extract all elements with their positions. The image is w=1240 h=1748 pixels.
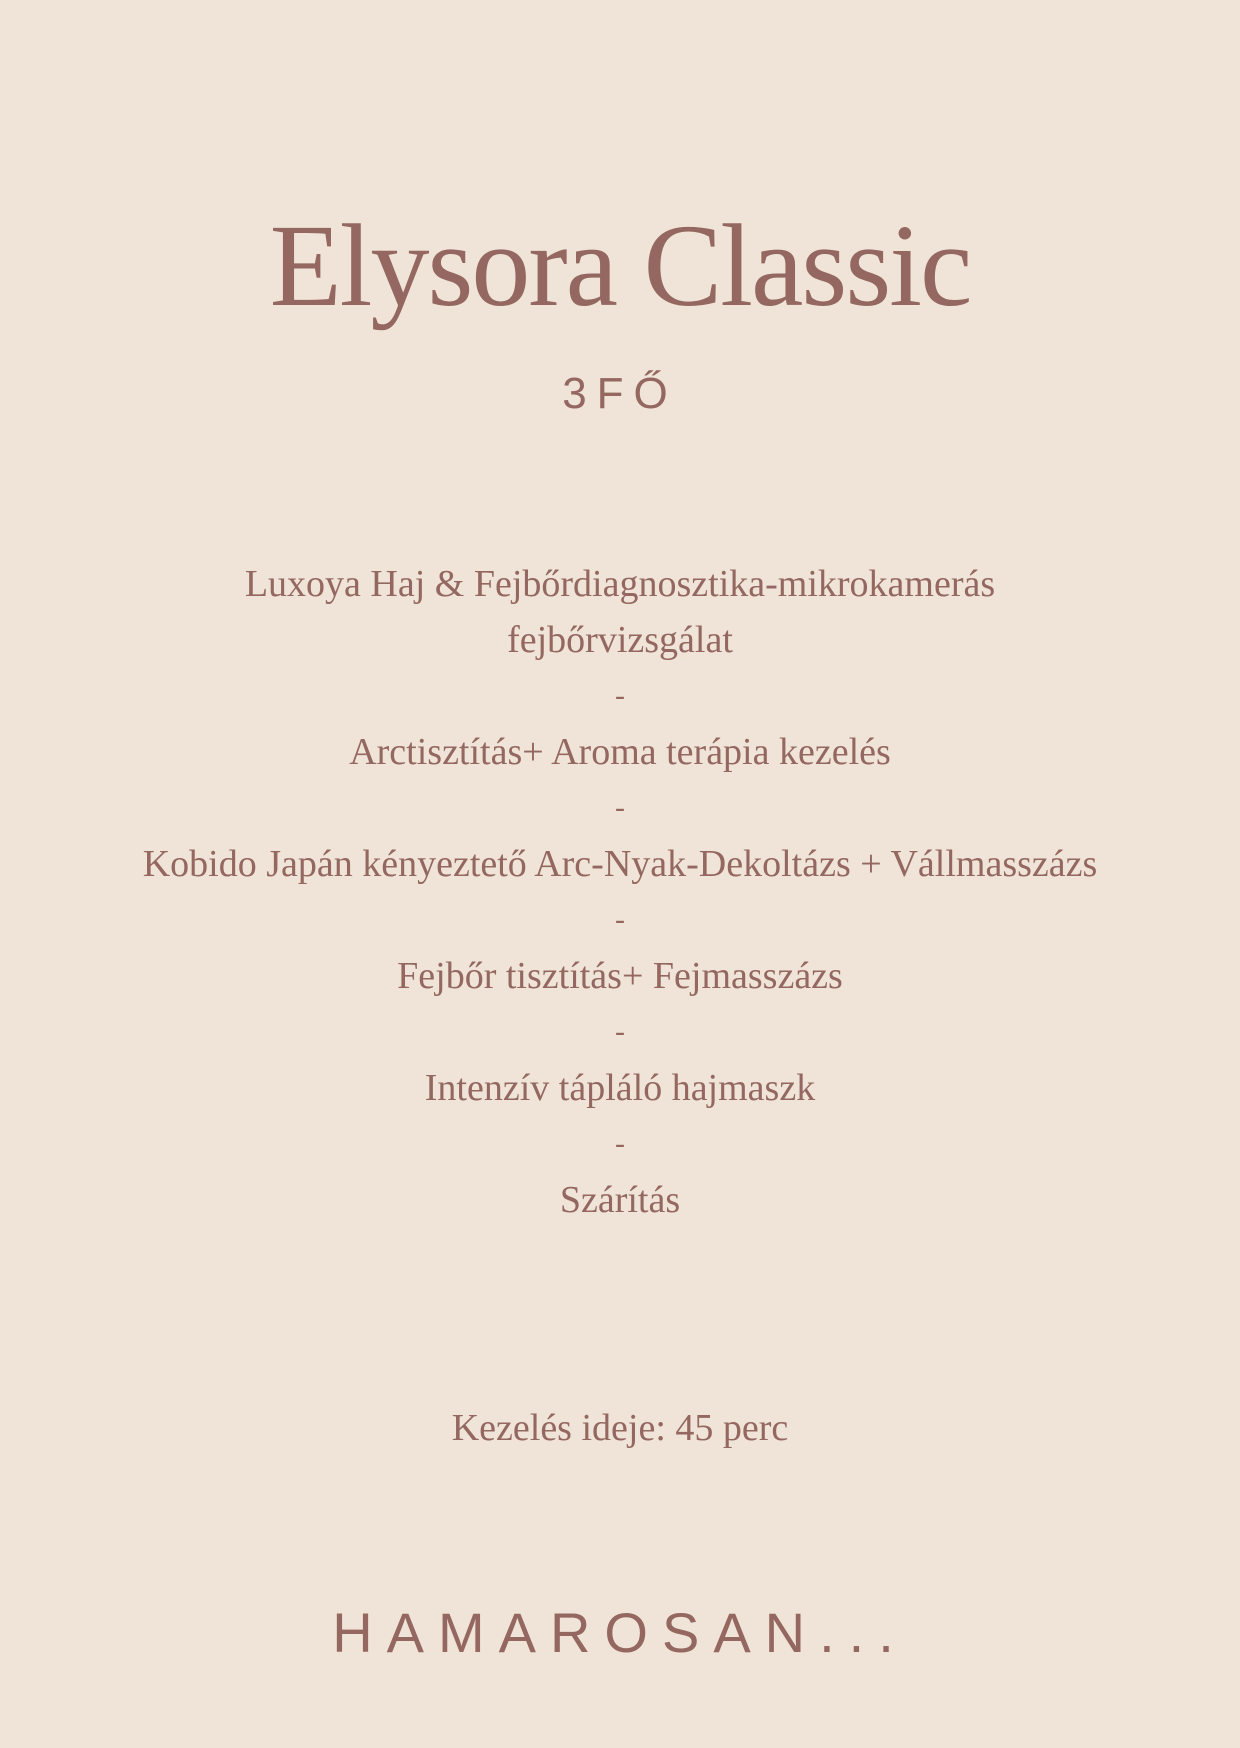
- treatment-item: Szárítás: [559, 1179, 681, 1221]
- treatment-separator: -: [615, 791, 625, 824]
- treatment-separator: -: [615, 1127, 625, 1160]
- treatment-separator: -: [615, 679, 625, 712]
- footer-note: HAMAROSAN...: [332, 1601, 908, 1664]
- treatment-separator: -: [615, 1015, 625, 1048]
- treatment-item: Arctisztítás+ Aroma terápia kezelés: [349, 731, 891, 773]
- treatment-item: Fejbőr tisztítás+ Fejmasszázs: [397, 955, 843, 997]
- treatment-duration: Kezelés ideje: 45 perc: [451, 1407, 789, 1449]
- treatment-item: Kobido Japán kényeztető Arc-Nyak-Dekoltázs + Vállmasszázs: [142, 843, 1098, 885]
- treatment-item: Luxoya Haj & Fejbőrdiagnosztika-mikrokamerás fejbőrvizsgálat: [244, 563, 996, 661]
- treatment-separator: -: [615, 903, 625, 936]
- treatment-list: [140, 556, 1100, 1228]
- treatment-item: Intenzív tápláló hajmaszk: [424, 1067, 816, 1109]
- page-subtitle: 3FŐ: [562, 369, 678, 418]
- page-title: Elysora Classic: [269, 200, 971, 331]
